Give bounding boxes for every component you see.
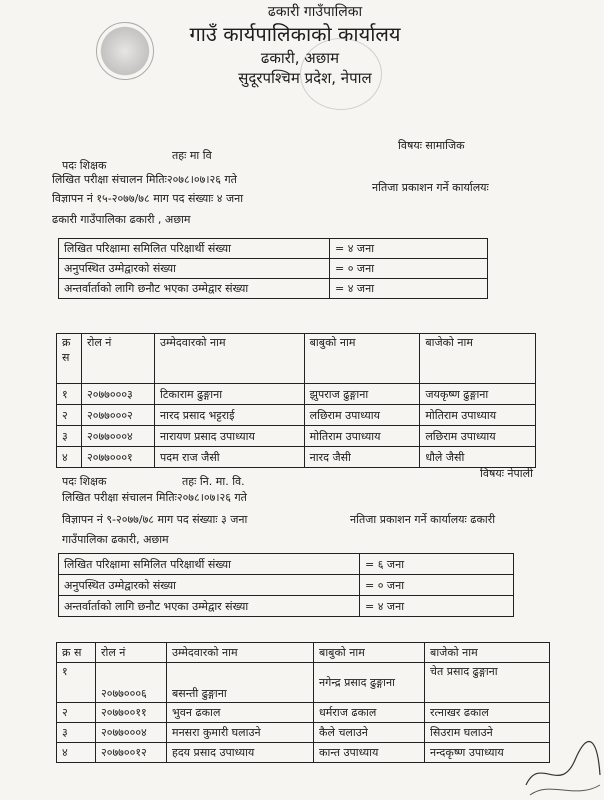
cell-serial: ४ xyxy=(57,743,96,763)
cell-name: नारद प्रसाद भट्टराई xyxy=(155,405,305,426)
col-header-grandfather: बाजेको नाम xyxy=(420,334,536,384)
col-header-roll: रोल नं xyxy=(96,643,167,663)
cell-roll: २०७७०००४ xyxy=(96,723,167,743)
publisher-office-2: गाउँपालिका ढकारी, अछाम xyxy=(62,533,169,546)
header-line-4: सुदूरपश्चिम प्रदेश, नेपाल xyxy=(238,69,372,87)
exam-date-2: लिखित परीक्षा संचालन मितिः२०७८।०७।२६ गते xyxy=(62,491,247,504)
cell-serial: १ xyxy=(57,384,82,405)
table-header-row xyxy=(57,334,536,384)
cell-father: झुपराज ढुङ्गाना xyxy=(304,384,420,405)
advert-2: विज्ञापन नं ९-२०७७/७८ माग पद संख्याः ३ जना xyxy=(62,513,248,526)
summary-row xyxy=(59,259,488,279)
cell-grandfather: मोतिराम उपाध्याय xyxy=(420,405,536,426)
summary-row xyxy=(59,596,514,617)
cell-serial: १ xyxy=(57,663,96,703)
cell-serial: २ xyxy=(57,703,96,723)
publisher-office-1: ढकारी गाउँपालिका ढकारी , अछाम xyxy=(52,213,191,226)
cell-name: बसन्ती ढुङ्गाना xyxy=(167,663,314,703)
col-header-father: बाबुको नाम xyxy=(304,334,420,384)
col-header-grandfather: बाजेको नाम xyxy=(425,643,550,663)
cell-grandfather: जयकृष्ण ढुङ्गाना xyxy=(420,384,536,405)
summary-table-2 xyxy=(58,553,514,617)
cell-father: धर्मराज ढकाल xyxy=(314,703,425,723)
summary-row xyxy=(59,554,514,575)
table-row xyxy=(57,405,536,426)
summary-row xyxy=(59,279,488,299)
table-row xyxy=(57,743,550,763)
cell-serial: ३ xyxy=(57,426,82,447)
summary-table-1 xyxy=(58,238,488,299)
header-line-1: ढकारी गाउँपालिका xyxy=(267,4,363,20)
cell-grandfather: धौले जैसी xyxy=(420,447,536,468)
col-header-serial: क्र स xyxy=(57,334,82,384)
cell-roll: २०७७००१२ xyxy=(96,743,167,763)
cell-grandfather: लछिराम उपाध्याय xyxy=(420,426,536,447)
cell-name: भुवन ढकाल xyxy=(167,703,314,723)
advert-1: विज्ञापन नं १५-२०७७/७८ माग पद संख्याः ४ जना xyxy=(52,192,244,205)
summary-row xyxy=(59,239,488,259)
level-2: तहः नि. मा. वि. xyxy=(182,475,245,488)
cell-father: कान्त उपाध्याय xyxy=(314,743,425,763)
subject-1: विषयः सामाजिक xyxy=(398,139,465,152)
cell-grandfather: नन्दकृष्ण उपाध्याय xyxy=(425,743,550,763)
summary-value: = ६ जना xyxy=(360,554,514,575)
summary-label: अन्तर्वार्ताको लागि छनौट भएका उम्मेद्वार संख्या xyxy=(59,279,330,299)
table-row xyxy=(57,703,550,723)
cell-father: नगेन्द्र प्रसाद ढुङ्गाना xyxy=(314,663,425,703)
publisher-label-1: नतिजा प्रकाशन गर्ने कार्यालयः xyxy=(372,181,489,194)
table-row xyxy=(57,384,536,405)
cell-roll: २०७७०००२ xyxy=(82,405,155,426)
summary-value: = ४ जना xyxy=(360,596,514,617)
emblem-logo xyxy=(96,22,154,80)
post-2: पदः शिक्षक xyxy=(62,475,107,488)
summary-value: = ४ जना xyxy=(330,239,488,259)
cell-grandfather: सिउराम घलाउने xyxy=(425,723,550,743)
col-header-name: उम्मेदवारको नाम xyxy=(167,643,314,663)
cell-father: लछिराम उपाध्याय xyxy=(304,405,420,426)
exam-date-1: लिखित परीक्षा संचालन मितिः२०७८।०७।२६ गते xyxy=(52,173,237,186)
summary-label: अनुपस्थित उम्मेद्वारको संख्या xyxy=(59,259,330,279)
col-header-serial: क्र स xyxy=(57,643,96,663)
header-line-3: ढकारी, अछाम xyxy=(260,49,340,67)
cell-serial: २ xyxy=(57,405,82,426)
header-line-2: गाउँ कार्यपालिकाको कार्यालय xyxy=(189,22,401,46)
summary-value: = ० जना xyxy=(330,259,488,279)
signature-mark xyxy=(520,725,604,800)
summary-label: अनुपस्थित उम्मेद्वारको संख्या xyxy=(59,575,360,596)
candidate-table-1 xyxy=(56,333,536,468)
level-1: तहः मा वि xyxy=(172,149,212,162)
subject-2: विषयः नेपाली xyxy=(480,467,533,480)
cell-roll: २०७७०००१ xyxy=(82,447,155,468)
cell-roll: २०७७०००६ xyxy=(96,663,167,703)
cell-serial: ४ xyxy=(57,447,82,468)
table-row xyxy=(57,723,550,743)
col-header-name: उम्मेदवारको नाम xyxy=(155,334,305,384)
summary-label: लिखित परिक्षामा समिलित परिक्षार्थी संख्या xyxy=(59,239,330,259)
post-1: पदः शिक्षक xyxy=(62,159,107,172)
cell-grandfather: चेत प्रसाद ढुङ्गाना xyxy=(425,663,550,703)
col-header-father: बाबुको नाम xyxy=(314,643,425,663)
col-header-roll: रोल नं xyxy=(82,334,155,384)
cell-grandfather: रत्नाखर ढकाल xyxy=(425,703,550,723)
summary-value: = ० जना xyxy=(360,575,514,596)
publisher-2: नतिजा प्रकाशन गर्ने कार्यालयः ढकारी xyxy=(350,513,496,526)
table-header-row xyxy=(57,643,550,663)
cell-roll: २०७७०००३ xyxy=(82,384,155,405)
cell-name: टिकाराम ढुङ्गाना xyxy=(155,384,305,405)
office-stamp xyxy=(300,38,382,110)
cell-name: मनसरा कुमारी घलाउने xyxy=(167,723,314,743)
cell-father: कैले चलाउने xyxy=(314,723,425,743)
cell-serial: ३ xyxy=(57,723,96,743)
table-row xyxy=(57,447,536,468)
cell-roll: २०७७००११ xyxy=(96,703,167,723)
cell-father: नारद जैसी xyxy=(304,447,420,468)
cell-roll: २०७७०००४ xyxy=(82,426,155,447)
cell-name: हदय प्रसाद उपाध्याय xyxy=(167,743,314,763)
cell-name: नारायण प्रसाद उपाध्याय xyxy=(155,426,305,447)
cell-father: मोतिराम उपाध्याय xyxy=(304,426,420,447)
summary-label: लिखित परिक्षामा समिलित परिक्षार्थी संख्या xyxy=(59,554,360,575)
candidate-table-2 xyxy=(56,642,550,763)
table-row xyxy=(57,426,536,447)
summary-row xyxy=(59,575,514,596)
summary-label: अन्तर्वार्ताको लागि छनौट भएका उम्मेद्वार संख्या xyxy=(59,596,360,617)
table-row xyxy=(57,663,550,703)
cell-name: पदम राज जैसी xyxy=(155,447,305,468)
summary-value: = ४ जना xyxy=(330,279,488,299)
